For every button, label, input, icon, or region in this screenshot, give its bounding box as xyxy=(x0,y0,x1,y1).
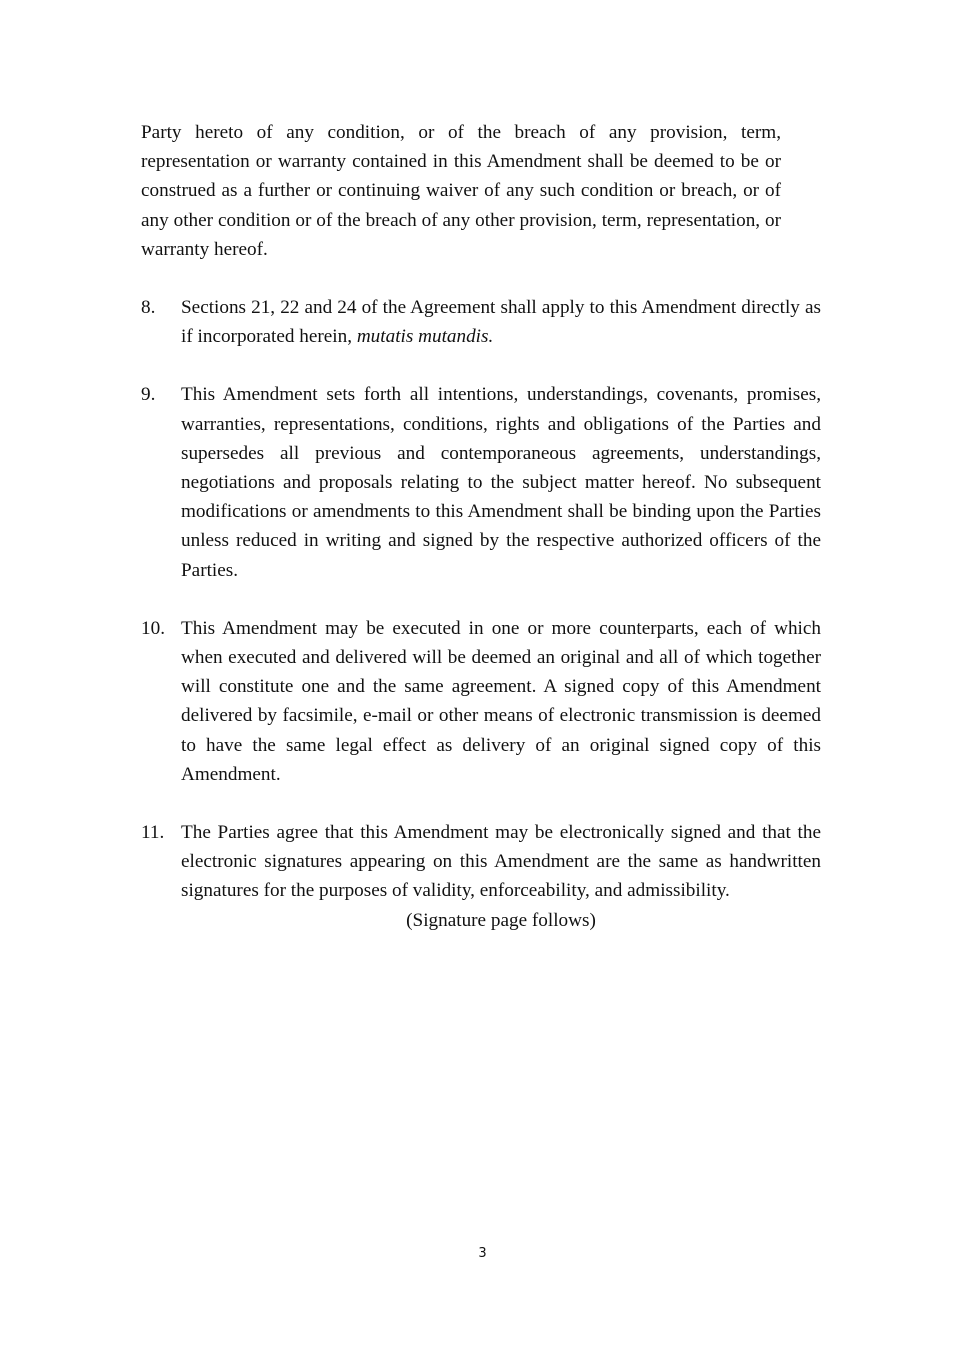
numbered-clause-10 xyxy=(141,614,821,789)
clause-number: 10. xyxy=(141,617,165,639)
document-body xyxy=(141,118,821,935)
clause-text-main: Sections 21, 22 and 24 of the Agreement shall apply to this Amendment directly as if incorporated herein, xyxy=(181,297,821,348)
numbered-clause-8 xyxy=(141,293,821,351)
clause-number: 8. xyxy=(141,297,156,319)
numbered-clause-9 xyxy=(141,380,821,584)
continuation-paragraph: Party hereto of any condition, or of the breach of any provision, term, representation or warranty contained in this Amendment shall be deemed to be or construed as a further or continuing waiver of any such condition or breach, or of any other condition or of the breach of any other provision, term, representation, or warranty hereof. xyxy=(141,122,781,260)
page-number: 3 xyxy=(478,1246,487,1261)
signature-page-note: (Signature page follows) xyxy=(406,909,596,931)
clause-text: The Parties agree that this Amendment may be electronically signed and that the electronic signatures appearing on this Amendment are the same as handwritten signatures for the purposes of validity, enforceability, and admissibility. xyxy=(181,822,821,902)
numbered-clause-11 xyxy=(141,818,821,906)
clause-number: 11. xyxy=(141,822,165,844)
clause-number: 9. xyxy=(141,384,156,406)
clause-text-italic: mutatis mutandis. xyxy=(356,326,494,348)
clause-text: This Amendment sets forth all intentions, understandings, covenants, promises, warranties, representations, conditions, rights and obligations of the Parties and supersedes all previous and contemporaneous agreements, understandings, negotiations and proposals relating to the subject matter hereof. No subsequent modifications or amendments to this Amendment shall be binding upon the Parties unless reduced in writing and signed by the respective authorized officers of the Parties. xyxy=(181,384,821,581)
clause-text: This Amendment may be executed in one or more counterparts, each of which when executed and delivered will be deemed an original and all of which together will constitute one and the same agreement. A signed copy of this Amendment delivered by facsimile, e-mail or other means of electronic transmission is deemed to have the same legal effect as delivery of an original signed copy of this Amendment. xyxy=(181,617,821,785)
clause-text xyxy=(181,293,821,351)
